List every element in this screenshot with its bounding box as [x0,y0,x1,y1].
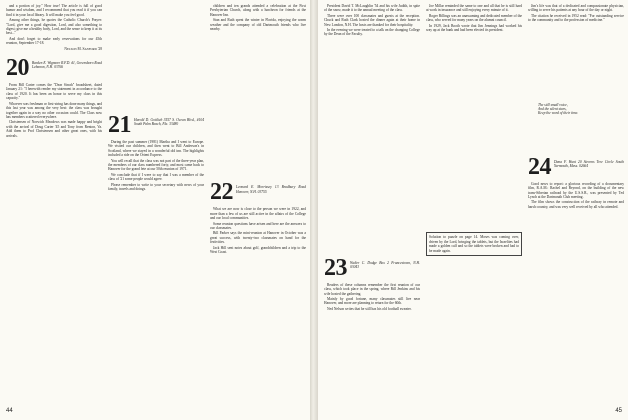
paragraph: children and ten grands attended a celebration at the First Presbyterian Church, along with a luncheon for friends at the Hanover Inn. [210,4,306,17]
right-page [318,0,628,420]
paragraph: Whoever was freshman or first-string has done many things, and this last year was among the very best: the class was brought together again in a way no other occasion could. The Class now has members scattered everywhere. [6,101,102,119]
paragraph: What we are now is close to the person we were in 1922, and more than a few of us are still active in the affairs of the College and our local communities. [210,207,306,221]
right-col-3 [528,4,624,404]
paragraph: Among other things, he quotes the Catholic Church's Prayer: "Lord, give me a good digestion, Lord, and also something to digest; give me a healthy body, Lord, and the sense to keep it at its best..." [6,18,102,36]
poem-line: And the silent stars, [538,107,567,112]
class-header-1924 [528,153,624,180]
class-header-1921 [108,114,204,136]
paragraph: We conclude that if I were to say that I was a member of the class of '21 some people would agree. [108,172,204,182]
class-header-1920 [6,55,102,82]
paragraph: Mainly by good fortune, many classmates still live near Hanover, and more are planning to return for the 60th. [324,297,420,306]
left-col-3 [210,4,306,404]
class-secretary-address: Leonard E. Morrissey 13 Bradbury Road Hanover, N.H. 03755 [236,185,306,194]
poem-line: Keep the word of their time. [538,111,579,116]
page-number: 44 [6,408,13,414]
class-number: 24 [528,153,551,180]
left-col-1 [6,4,102,404]
paragraph: Bill Parker says the mini-reunion at Hanover in October was a great success, with twenty-two classmates on hand for the festivities. [210,231,306,245]
paragraph: Joe Millar reminded the same to one and all that he is still hard at work in insurance and still enjoying every minute of it. [426,4,522,13]
paragraph: Readers of these columns remember the first reunion of our class, which took place in the spring, where Bill Jenkins and his wife hosted the gathering. [324,282,420,296]
class-number: 20 [6,55,29,82]
class-number: 22 [210,179,233,206]
class-number: 21 [108,112,131,138]
paragraph: There were over 100 classmates and guests at the reception. Chuck and Ruth Clark hosted the dinner again at their home in New London, N.H. The hosts are thanked for their hospitality. [324,13,420,27]
class-header-1922 [210,179,306,206]
class-secretary-address: Harold D. Gottlieb 3557 S. Ocean Blvd., #104 South Palm Beach, Fla. 33480 [134,118,204,127]
right-col-2 [426,4,522,404]
paragraph: Christensen of Norwich Meadows was made happy and bright with the arrival of Doug Carter '45 and Tony from Renton, Va. Add them to Prof Christensen and other great ones, with his arrivals. [6,120,102,138]
paragraph: From Bill Carter comes the "Dear Sirrah" broadsheet, dated January 21: "I herewith render my statement in accordance to the class of 1920. It has been an honor to serve my class in this capacity." [6,83,102,101]
book-gutter [310,0,318,420]
paragraph: Some reunion questions have arisen and here are the answers to our classmates. [210,221,306,231]
class-secretary-address: Dana F. Hunt 20 Stevens Tree Circle South Yarmouth, Mass. 02664 [554,159,624,169]
paragraph: Roger Billings was an unassuming and dedicated member of the class, who served for many years on the alumni council. [426,13,522,23]
paragraph: You will recall that the class was not part of the three-year plan, the members of our class numbered forty, and most came back to Hanover for the grand fete at our 50th reunion of 1971. [108,158,204,172]
left-col-2 [108,4,204,404]
class-secretary-address: Walter C. Dodge Box 2 Francestown, N.H. 03043 [350,260,420,270]
paragraph: President David T. McLaughlin '54 and his wife Judith, in spite of the snow, made it to the annual meeting of the class. [324,4,420,13]
paragraph: During the past summer (1981) Martha and I went to Europe. We visited our children, and then went to Bill Anderson's in Scotland, where we stayed in a wonderful old inn. The highlights included a ride on the Orient Express. [108,140,204,158]
paragraph: Jack Hill sent notes about golf, grandchildren and a trip to the West Coast. [210,245,306,255]
paragraph: Good news to report: a glorious recording of a documentary film, R.A.M.: Rachel and Beyond, on the building of the new trans-Siberian railroad by the U.S.S.R., was presented by Ted Lynch at the Dartmouth Club meeting. [528,181,624,200]
page-number: 45 [615,408,622,414]
paragraph: Please remember to write to your secretary with news of your family, travels and doings. [108,182,204,192]
paragraph: In the evening we were treated to a talk on the changing College by the Dean of the Faculty. [324,28,420,37]
paragraph: The citation he received in 1952 read: "For outstanding service to the community and to the profession of medicine." [528,13,624,23]
paragraph: and a portion of joy." How true! The article is full of good humor and wisdom, and I recommend that you read it if you can find it in your local library. It will make you feel good. [6,4,102,17]
right-col-1 [324,4,420,404]
class-secretary-address: Barden E. Wigmore R.F.D. #1, Greensboro Road Lebanon, N.H. 03766 [32,61,102,70]
poem-line: The still small voice, [538,102,568,107]
paragraph: And don't forget to make early reservations for our 45th reunion, September 17-18. [6,36,102,46]
left-page [0,0,310,420]
paragraph: The film shows the construction of the railway in remote and harsh country, and was very well received by all who attended. [528,200,624,209]
class-number: 23 [324,254,347,281]
paragraph: Stan and Ruth spent the winter in Florida, enjoying the warm weather and the company of old Dartmouth friends who live nearby. [210,18,306,32]
poem [528,103,624,116]
paragraph: Ned Nelson writes that he still has his old football sweater. [327,306,412,311]
class-header-1923 [324,254,420,281]
puzzle-solution-box: Solution to puzzle on page 14. Moses was coming over, driven by the Lord, bringing the tablets, but the Israelites had made a golden calf and so the tablets were broken and had to be made again. [426,232,522,256]
signature: Nelson M. Sanford '28 [64,46,102,51]
paragraph: Jim's life was that of a dedicated and compassionate physician, willing to serve his patients at any hour of the day or night. [528,4,624,13]
paragraph: In 1929, Jack Booth wrote that Jim Jennings had worked his way up at the bank and had been elected its president. [426,23,522,33]
